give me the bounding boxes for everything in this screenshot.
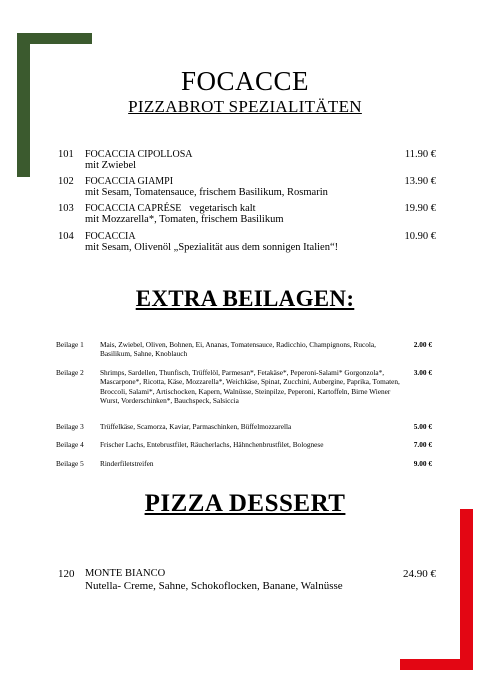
item-description: Nutella- Creme, Sahne, Schokoflocken, Banane, Walnüsse: [85, 580, 343, 592]
item-price: 24.90 €: [403, 568, 436, 580]
section-title-pizza-dessert: PIZZA DESSERT: [144, 490, 346, 517]
side-price: 2.00 €: [413, 340, 432, 349]
item-description: mit Zwiebel: [85, 160, 137, 171]
side-label: Beilage 3: [56, 422, 84, 431]
item-description: mit Sesam, Tomatensauce, frischem Basilikum, Rosmarin: [85, 187, 328, 198]
item-name: FOCACCIA GIAMPI: [85, 176, 174, 187]
item-number: 120: [58, 568, 75, 580]
section-title-extra-beilagen: EXTRA BEILAGEN:: [135, 286, 355, 311]
decorative-corner-bottom-right: [460, 509, 473, 670]
item-number: 102: [58, 176, 74, 187]
side-price: 9.00 €: [413, 459, 432, 468]
item-name: FOCACCIA CIPOLLOSA: [85, 149, 193, 160]
side-text: Rinderfiletstreifen: [100, 459, 154, 468]
section-title-focacce: FOCACCE: [180, 66, 310, 96]
side-text: Mais, Zwiebel, Oliven, Bohnen, Ei, Ananas, Tomatensauce, Radicchio, Champignons, Rucola, Basilikum, Sahne, Knoblauch: [100, 340, 376, 359]
item-description: mit Mozzarella*, Tomaten, frischem Basilikum: [85, 214, 284, 225]
side-text: Shrimps, Sardellen, Thunfisch, Trüffelöl, Parmesan*, Fetakäse*, Peperoni-Salami* Gorgonzola*, Mascarpone*, Ricotta, Käse, Mozzarella*, Weichkäse, Spinat, Zucchini, Aubergine, Paprika, Tomaten, Broccoli, Salami*, Artischocken, Kapern, Walnüsse, Steinpilze, Peperoni, Kartoffeln, Birne Wiener Wurst, Vorderschinken*, Bauchspeck, Salsiccia: [100, 368, 400, 406]
side-label: Beilage 5: [56, 459, 84, 468]
item-number: 103: [58, 203, 74, 214]
item-number: 104: [58, 231, 74, 242]
section-subtitle-pizzabrot: PIZZABROT SPEZIALITÄTEN: [128, 97, 362, 116]
side-label: Beilage 1: [56, 340, 84, 349]
side-label: Beilage 2: [56, 368, 84, 377]
item-name: FOCACCIA CAPRÉSE vegetarisch kalt: [85, 203, 256, 214]
item-name: MONTE BIANCO: [85, 568, 166, 579]
side-text: Trüffelkäse, Scamorza, Kaviar, Parmaschinken, Büffelmozzarella: [100, 422, 292, 431]
decorative-corner-top-left-bar: [17, 33, 92, 44]
item-price: 19.90 €: [404, 203, 436, 214]
side-price: 5.00 €: [413, 422, 432, 431]
item-name: FOCACCIA: [85, 231, 136, 242]
decorative-corner-bottom-right-bar: [400, 659, 473, 670]
item-price: 13.90 €: [404, 176, 436, 187]
item-description: mit Sesam, Olivenöl „Spezialität aus dem sonnigen Italien“!: [85, 242, 339, 253]
item-note: vegetarisch kalt: [189, 203, 256, 214]
item-price: 11.90 €: [404, 149, 436, 160]
side-text: Frischer Lachs, Entebrustfilet, Räucherlachs, Hähnchenbrustfilet, Bolognese: [100, 440, 324, 449]
item-number: 101: [58, 149, 74, 160]
side-label: Beilage 4: [56, 440, 84, 449]
item-price: 10.90 €: [404, 231, 436, 242]
side-price: 3.00 €: [413, 368, 432, 377]
side-price: 7.00 €: [413, 440, 432, 449]
